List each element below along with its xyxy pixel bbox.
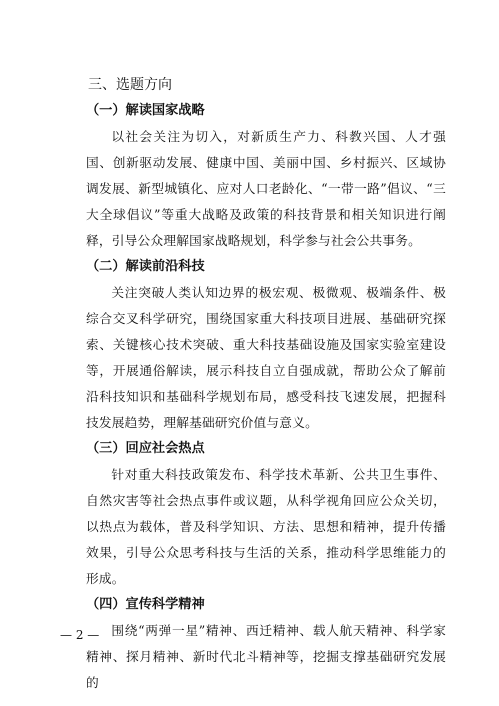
section-heading: 三、选题方向	[88, 77, 172, 93]
subsection-heading-3: （三）回应社会热点	[86, 441, 205, 456]
subsection-paragraph-2: 关注突破人类认知边界的极宏观、极微观、极端条件、极综合交叉科学研究，围绕国家重大科技项目进展、基础研究探索、关键核心技术突破、重大科技基础设施及国家实验室建设等，开展通俗解读，展示科技自立自强成就，帮助公众了解前沿科技知识和基础科学规划布局，感受科技飞速发展，把握科技发展趋势，理解基础研究价值与意义。	[86, 285, 446, 430]
subsection-paragraph-4: 围绕“两弹一星”精神、西迁精神、载人航天精神、科学家精神、探月精神、新时代北斗精神等，挖掘支撑基础研究发展的	[86, 623, 446, 690]
document-body	[86, 72, 446, 696]
subsection-heading-4: （四）宣传科学精神	[86, 597, 205, 612]
page-number: — 2 —	[60, 628, 100, 642]
subsection-paragraph-3: 针对重大科技政策发布、科学技术革新、公共卫生事件、自然灾害等社会热点事件或议题，从科学视角回应公众关切，以热点为载体，普及科学知识、方法、思想和精神，提升传播效果，引导公众思考科技与生活的关系，推动科学思维能力的形成。	[86, 467, 446, 586]
subsection-paragraph-1: 以社会关注为切入，对新质生产力、科教兴国、人才强国、创新驱动发展、健康中国、美丽中国、乡村振兴、区域协调发展、新型城镇化、应对人口老龄化、“一带一路”倡议、“三大全球倡议”等重大战略及政策的科技背景和相关知识进行阐释，引导公众理解国家战略规划，科学参与社会公共事务。	[86, 129, 446, 248]
subsection-heading-2: （二）解读前沿科技	[86, 259, 205, 274]
subsection-heading-1: （一）解读国家战略	[86, 103, 205, 118]
